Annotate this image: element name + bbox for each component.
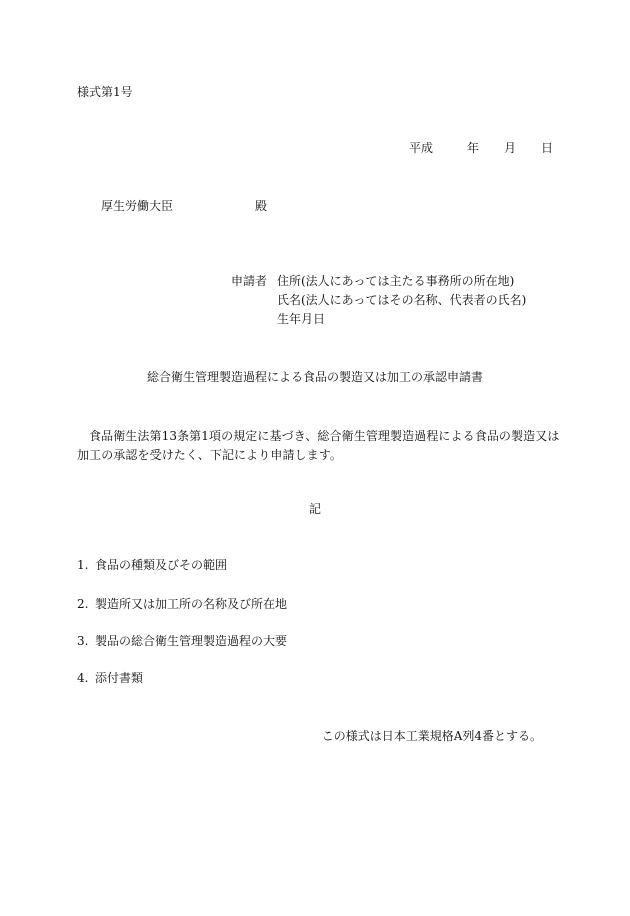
footer-note: この様式は日本工業規格A列4番とする。 [321,729,542,743]
list-item-text: 添付書類 [95,671,144,685]
addressee-honorific: 殿 [255,199,268,213]
date-year: 年 [467,141,480,155]
list-item [77,557,227,573]
applicant-birthdate: 生年月日 [277,312,326,326]
list-item-number: 1. [77,558,89,572]
applicant-block [231,273,526,330]
date-line [409,140,553,156]
list-item-number: 3. [77,634,89,648]
document-title: 総合衛生管理製造過程による食品の製造又は加工の承認申請書 [146,370,483,384]
list-item [77,670,143,686]
applicant-name: 氏名(法人にあってはその名称、代表者の氏名) [277,293,527,307]
list-item-text: 製造所又は加工所の名称及び所在地 [95,597,288,611]
date-day: 日 [541,141,554,155]
list-item-text: 製品の総合衛生管理製造過程の大要 [95,634,288,648]
list-item [77,633,287,649]
list-item-number: 4. [77,671,89,685]
list-item-number: 2. [77,597,89,611]
list-item-text: 食品の種類及びその範囲 [95,558,228,572]
addressee-name: 厚生労働大臣 [101,199,174,213]
date-month: 月 [504,141,517,155]
applicant-address: 住所(法人にあっては主たる事務所の所在地) [277,274,515,288]
list-item [77,596,287,612]
addressee [101,198,267,214]
body-paragraph: 食品衛生法第13条第1項の規定に基づき、総合衛生管理製造過程による食品の製造又は加工の承認を受けたく、下記により申請します。 [77,429,560,462]
applicant-label: 申請者 [231,274,268,288]
date-era: 平成 [409,141,434,155]
ki-heading: 記 [308,502,321,516]
form-number: 様式第1号 [77,85,133,99]
